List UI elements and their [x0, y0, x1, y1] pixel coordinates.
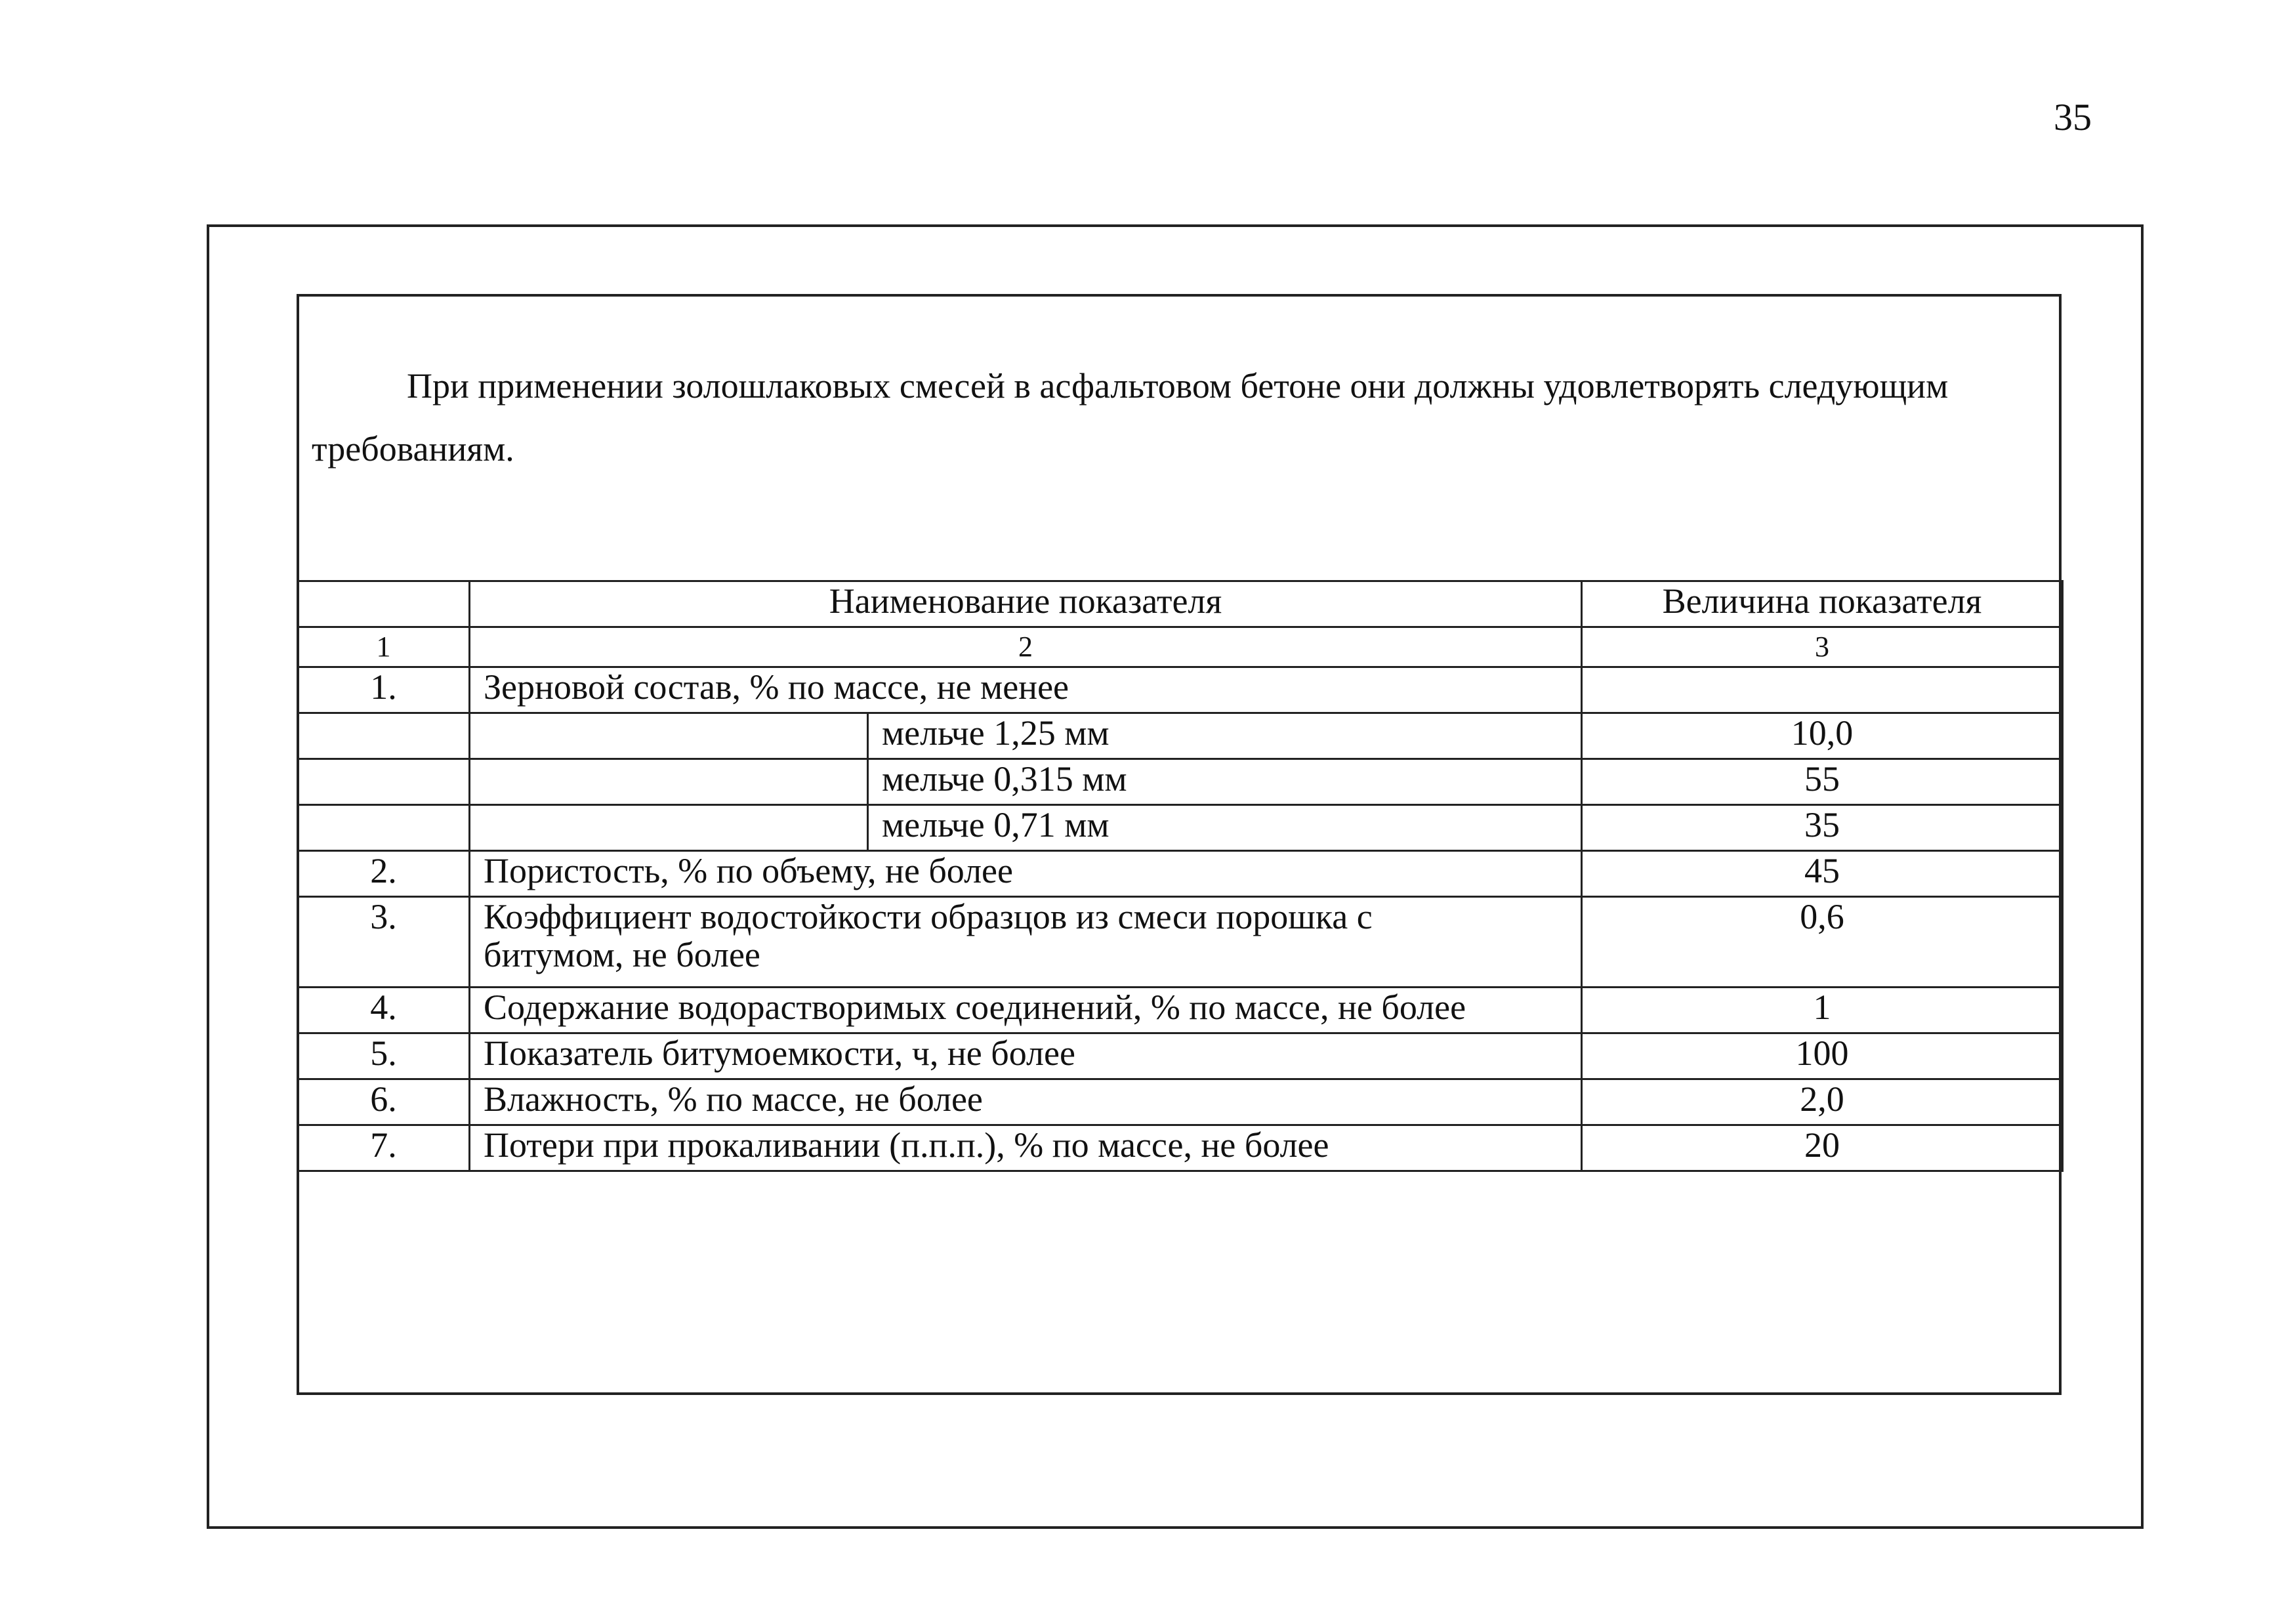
- row-name: Влажность, % по массе, не более: [470, 1079, 1582, 1125]
- table-row: [298, 988, 2063, 1033]
- row-number: [298, 759, 470, 805]
- row-value: 1: [1582, 988, 2063, 1033]
- row-number: 5.: [298, 1033, 470, 1079]
- row-value: 0,6: [1582, 897, 2063, 988]
- header-num-cell: [298, 581, 470, 627]
- row-name: Пористость, % по объему, не более: [470, 851, 1582, 897]
- subrow-name: мельче 1,25 мм: [868, 713, 1582, 759]
- row-number: 3.: [298, 897, 470, 988]
- row-value: [1582, 667, 2063, 713]
- table-subrow: [298, 759, 2063, 805]
- row-name: Коэффициент водостойкости образцов из смеси порошка с битумом, не более: [470, 897, 1582, 988]
- table-row: [298, 851, 2063, 897]
- table-row: [298, 1125, 2063, 1171]
- page-number: 35: [2054, 96, 2092, 138]
- table-row: [298, 1033, 2063, 1079]
- subrow-spacer: [470, 805, 868, 851]
- row-number: 6.: [298, 1079, 470, 1125]
- table-row: [298, 897, 2063, 988]
- row-value: 45: [1582, 851, 2063, 897]
- row-value: 35: [1582, 805, 2063, 851]
- header-value-cell: Величина показателя: [1582, 581, 2063, 627]
- subrow-spacer: [470, 713, 868, 759]
- row-number: [298, 713, 470, 759]
- table-subrow: [298, 805, 2063, 851]
- table-subrow: [298, 713, 2063, 759]
- row-number: [298, 805, 470, 851]
- intro-paragraph: При применении золошлаковых смесей в асфальтовом бетоне они должны удовлетворять следующим требованиям.: [312, 366, 1949, 468]
- row-name: Показатель битумоемкости, ч, не более: [470, 1033, 1582, 1079]
- subrow-spacer: [470, 759, 868, 805]
- column-number-row: [298, 627, 2063, 667]
- row-number: 1.: [298, 667, 470, 713]
- subrow-name: мельче 0,315 мм: [868, 759, 1582, 805]
- table-row: [298, 667, 2063, 713]
- subrow-name: мельче 0,71 мм: [868, 805, 1582, 851]
- requirements-table: [297, 580, 2064, 1172]
- table-row: [298, 1079, 2063, 1125]
- row-value: 10,0: [1582, 713, 2063, 759]
- row-name: Зерновой состав, % по массе, не менее: [470, 667, 1582, 713]
- column-number-1: 1: [298, 627, 470, 667]
- row-number: 7.: [298, 1125, 470, 1171]
- row-number: 2.: [298, 851, 470, 897]
- row-value: 100: [1582, 1033, 2063, 1079]
- row-number: 4.: [298, 988, 470, 1033]
- column-number-2: 2: [470, 627, 1582, 667]
- header-name-cell: Наименование показателя: [470, 581, 1582, 627]
- row-value: 20: [1582, 1125, 2063, 1171]
- row-value: 2,0: [1582, 1079, 2063, 1125]
- column-number-3: 3: [1582, 627, 2063, 667]
- table-header-row: [298, 581, 2063, 627]
- row-name: Содержание водорастворимых соединений, % по массе, не более: [470, 988, 1582, 1033]
- row-value: 55: [1582, 759, 2063, 805]
- row-name: Потери при прокаливании (п.п.п.), % по массе, не более: [470, 1125, 1582, 1171]
